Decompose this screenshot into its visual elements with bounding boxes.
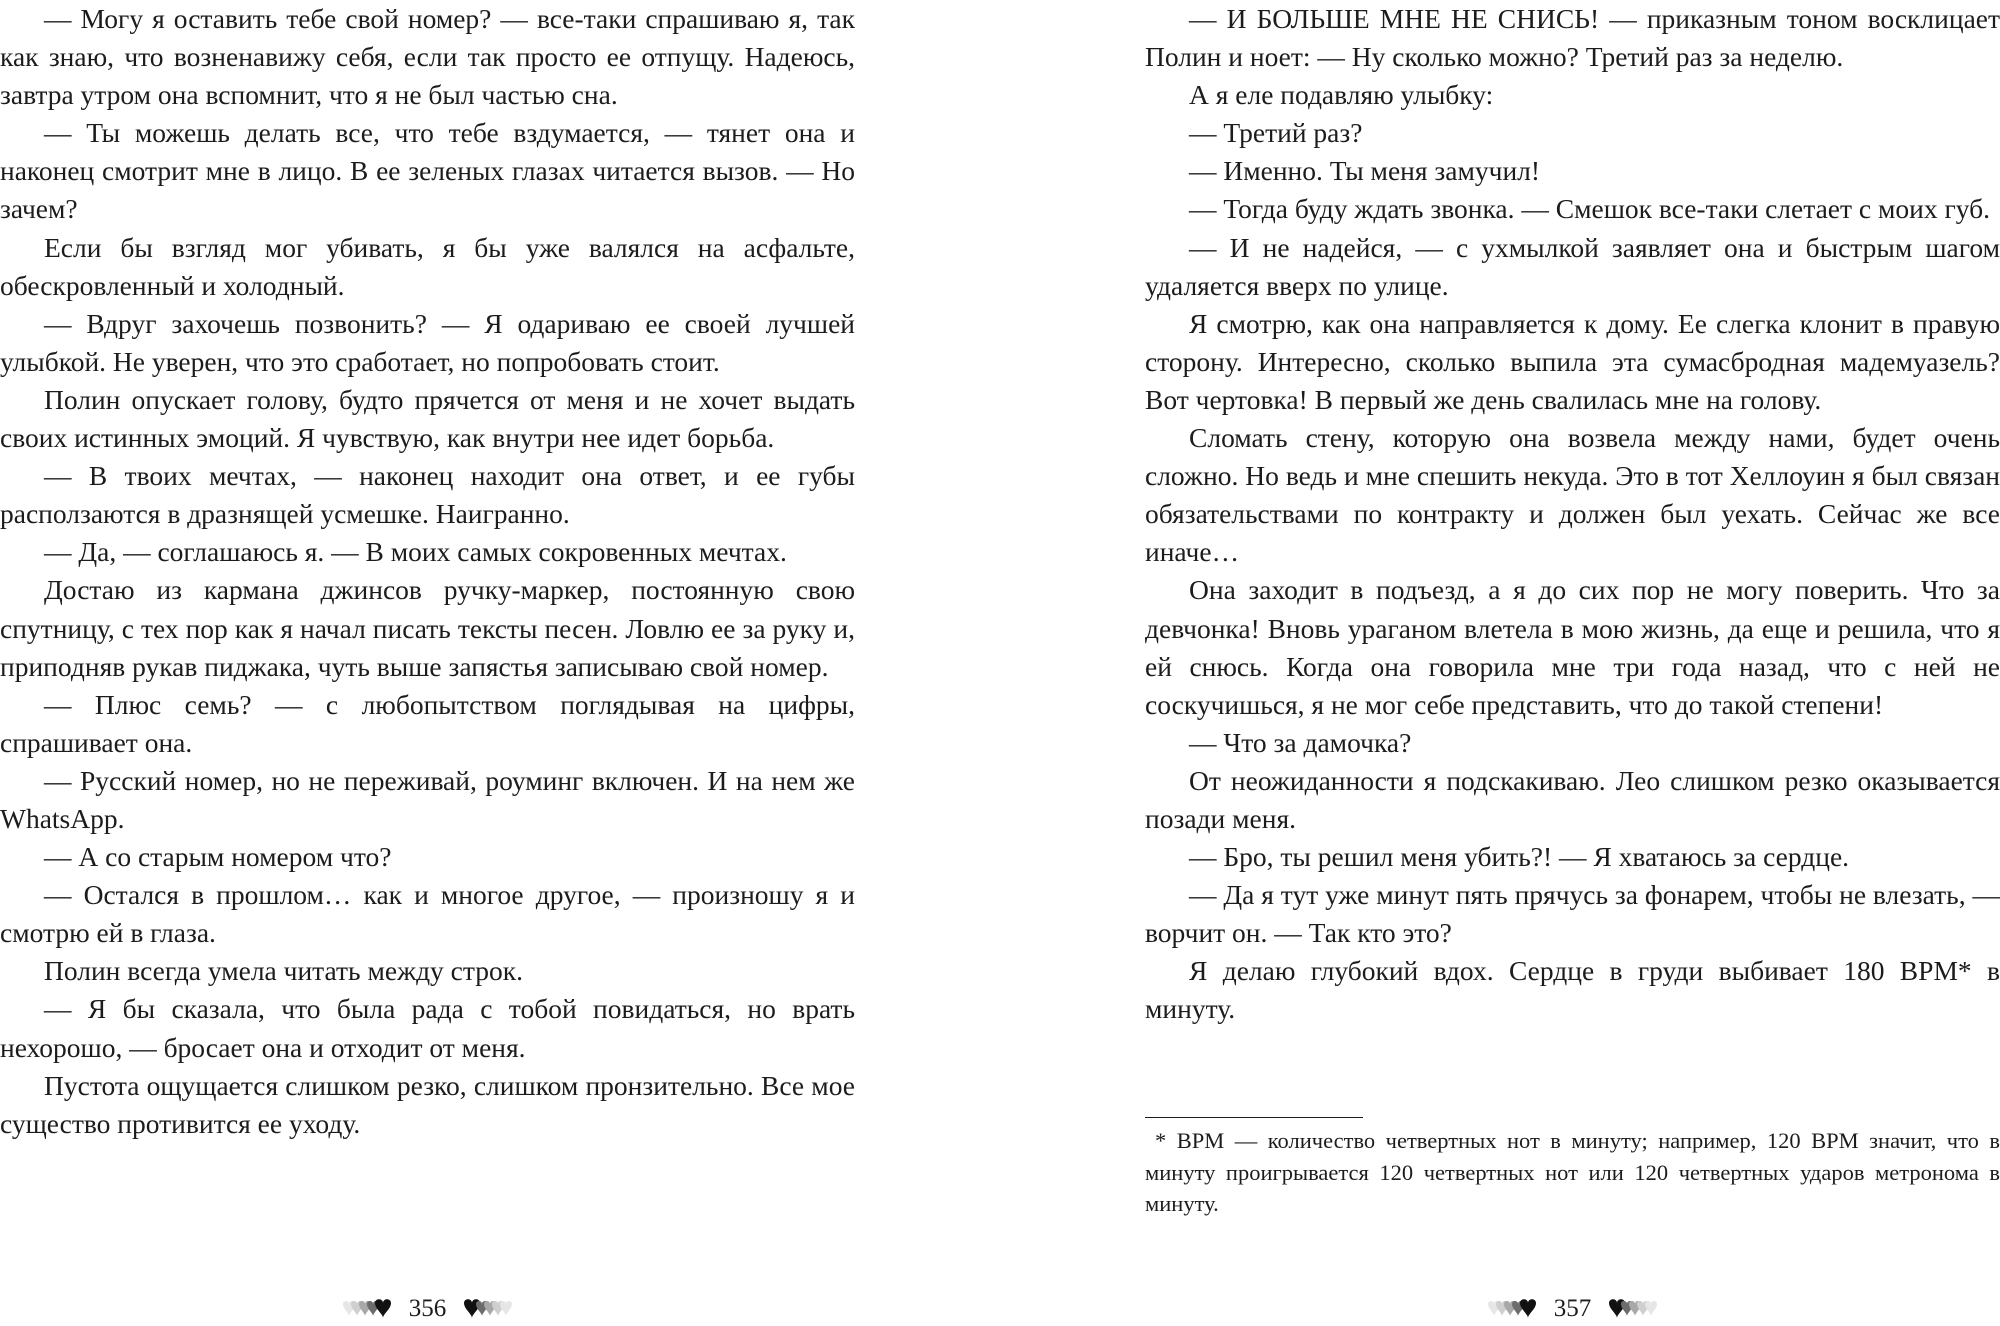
hearts-right-icon (1603, 1292, 1663, 1326)
left-page-body (0, 0, 855, 1143)
hearts-right-icon (458, 1292, 518, 1326)
paragraph: — Да, — соглашаюсь я. — В моих самых сокровенных мечтах. (44, 536, 787, 568)
page-number-ornament (1145, 1292, 2000, 1326)
paragraph: Полин всегда умела читать между строк. (44, 955, 523, 987)
paragraph: Я делаю глубокий вдох. Сердце в груди выбивает 180 BPM* в минуту. (1145, 955, 2000, 1025)
hearts-left-icon (1482, 1292, 1542, 1326)
paragraph: Пустота ощущается слишком резко, слишком пронзительно. Все мое существо противится ее уходу. (0, 1069, 855, 1139)
footnote-text: * BPM — количество четвертных нот в минуту; например, 120 BPM значит, что в минуту проигрывается 120 четвертных нот или 120 четвертных ударов метронома в минуту. (1145, 1128, 2000, 1216)
paragraph: — Вдруг захочешь позвонить? — Я одариваю ее своей лучшей улыбкой. Не уверен, что это сработает, но попробовать стоит. (0, 307, 855, 377)
paragraph: — Русский номер, но не переживай, роуминг включен. И на нем же WhatsApp. (0, 764, 855, 834)
paragraph: Достаю из кармана джинсов ручку-маркер, постоянную свою спутницу, с тех пор как я начал писать тексты песен. Ловлю ее за руку и, приподняв рукав пиджака, чуть выше запястья записываю свой номер. (0, 574, 855, 682)
paragraph: — Остался в прошлом… как и многое другое, — произношу я и смотрю ей в глаза. (0, 879, 855, 949)
paragraph: Она заходит в подъезд, а я до сих пор не могу поверить. Что за девчонка! Вновь ураганом влетела в мою жизнь, да еще и решила, что я ей снюсь. Когда она говорила мне три года назад, что с ней не соскучишься, я не мог себе представить, что до такой степени! (1145, 574, 2000, 720)
paragraph: — В твоих мечтах, — наконец находит она ответ, и ее губы расползаются в дразнящей усмешке. Наигранно. (0, 460, 855, 530)
hearts-left-icon (337, 1292, 397, 1326)
paragraph: Сломать стену, которую она возвела между нами, будет очень сложно. Но ведь и мне спешить некуда. Это в тот Хеллоуин я был связан обязательствами по контракту и должен был уехать. Сейчас же все иначе… (1145, 422, 2000, 568)
paragraph: — И не надейся, — с ухмылкой заявляет она и быстрым шагом удаляется вверх по улице. (1145, 231, 2000, 301)
paragraph: — Именно. Ты меня замучил! (1189, 155, 1541, 187)
right-page-body (1145, 0, 2000, 1029)
paragraph: — Плюс семь? — с любопытством поглядывая на цифры, спрашивает она. (0, 688, 855, 758)
paragraph: — Бро, ты решил меня убить?! — Я хватаюсь за сердце. (1189, 841, 1850, 873)
paragraph: — И БОЛЬШЕ МНЕ НЕ СНИСЬ! — приказным тоном восклицает Полин и ноет: — Ну сколько можно? Третий раз за неделю. (1145, 3, 2000, 73)
paragraph: — А со старым номером что? (44, 841, 392, 873)
page-number-ornament (0, 1292, 855, 1326)
paragraph: — Тогда буду ждать звонка. — Смешок все-таки слетает с моих губ. (1189, 193, 1990, 225)
paragraph: — Третий раз? (1189, 117, 1363, 149)
paragraph: От неожиданности я подскакиваю. Лео слишком резко оказывается позади меня. (1145, 764, 2000, 834)
page-number: 356 (408, 1295, 447, 1322)
paragraph: Полин опускает голову, будто прячется от меня и не хочет выдать своих истинных эмоций. Я чувствую, как внутри нее идет борьба. (0, 383, 855, 454)
paragraph: — Что за дамочка? (1189, 726, 1412, 758)
paragraph: А я еле подавляю улыбку: (1189, 79, 1494, 111)
paragraph: — Могу я оставить тебе свой номер? — все-таки спрашиваю я, так как знаю, что возненавижу себя, если так просто ее отпущу. Надеюсь, завтра утром она вспомнит, что я не был частью сна. (0, 3, 855, 111)
footnote (1145, 1125, 2000, 1220)
paragraph: Если бы взгляд мог убивать, я бы уже валялся на асфальте, обескровленный и холодный. (0, 231, 855, 301)
paragraph: Я смотрю, как она направляется к дому. Ее слегка клонит в правую сторону. Интересно, сколько выпила эта сумасбродная мадемуазель? Вот чертовка! В первый же день свалилась мне на голову. (1145, 307, 2000, 415)
page-number: 357 (1553, 1295, 1592, 1322)
footnote-rule (1145, 1117, 1363, 1118)
paragraph: — Да я тут уже минут пять прячусь за фонарем, чтобы не влезать, — ворчит он. — Так кто это? (1145, 879, 2000, 949)
paragraph: — Ты можешь делать все, что тебе вздумается, — тянет она и наконец смотрит мне в лицо. В ее зеленых глазах читается вызов. — Но зачем? (0, 117, 855, 225)
paragraph: — Я бы сказала, что была рада с тобой повидаться, но врать нехорошо, — бросает она и отходит от меня. (0, 993, 855, 1063)
